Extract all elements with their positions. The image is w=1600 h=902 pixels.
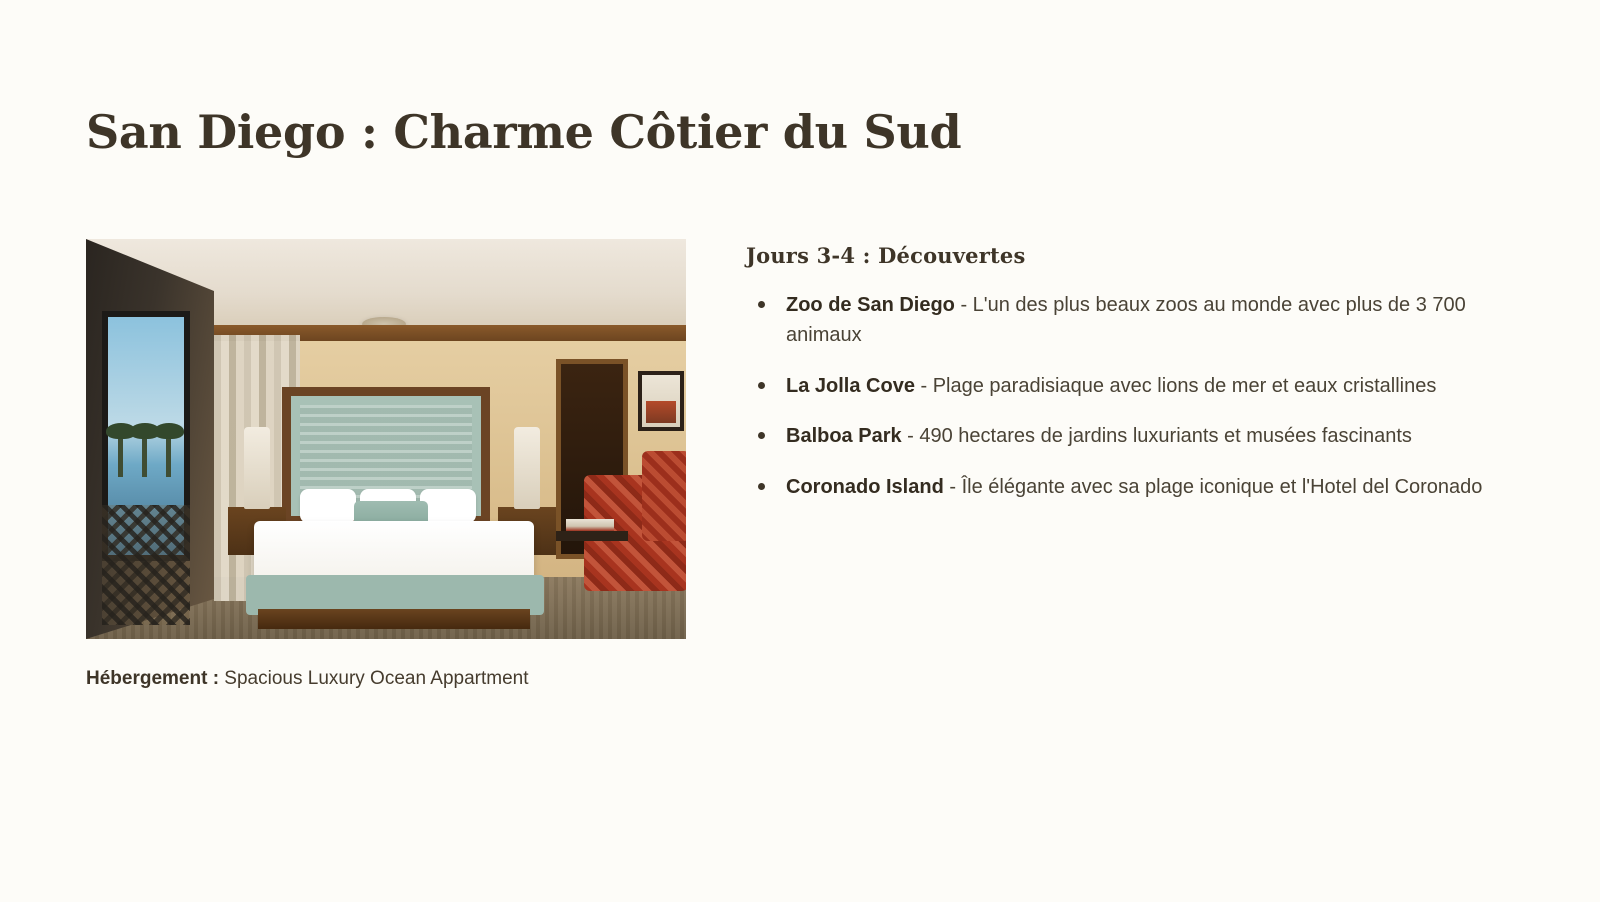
activity-description: - 490 hectares de jardins luxuriants et musées fascinants xyxy=(901,425,1412,448)
activity-name: La Jolla Cove xyxy=(786,374,915,397)
photo-palm-tree-3 xyxy=(166,433,171,477)
list-item xyxy=(746,472,1540,502)
photo-balcony-railing xyxy=(102,505,190,625)
photo-palm-tree-2 xyxy=(142,433,147,477)
list-item xyxy=(746,421,1540,451)
accommodation-caption xyxy=(86,665,686,694)
activity-description: - L'un des plus beaux zoos au monde avec plus de 3 700 animaux xyxy=(786,294,1466,347)
activity-description: - Île élégante avec sa plage iconique et l'Hotel del Coronado xyxy=(943,475,1483,498)
activity-name: Coronado Island xyxy=(786,475,944,498)
photo-sofa-back xyxy=(642,451,686,541)
page-title: San Diego : Charme Côtier du Sud xyxy=(86,105,962,159)
accommodation-label: Hébergement : xyxy=(86,668,220,689)
photo-side-table xyxy=(556,531,628,541)
photo-wall-art xyxy=(638,371,684,431)
hotel-room-photo xyxy=(86,239,686,639)
activities-section-title: Jours 3-4 : Découvertes xyxy=(746,243,1026,268)
activity-name: Zoo de San Diego xyxy=(786,294,955,316)
accommodation-value: Spacious Luxury Ocean Appartment xyxy=(219,668,529,689)
content-area xyxy=(86,239,1540,713)
photo-pillow-right xyxy=(420,489,476,523)
list-item xyxy=(746,371,1540,401)
photo-pillow-left xyxy=(300,489,356,523)
photo-bed-base xyxy=(258,609,530,629)
activity-name: Balboa Park xyxy=(786,425,902,448)
activity-description: - Plage paradisiaque avec lions de mer et eaux cristallines xyxy=(914,374,1437,397)
photo-column xyxy=(86,239,686,713)
photo-lamp-left xyxy=(244,427,270,509)
list-item xyxy=(746,290,1540,351)
photo-lamp-right xyxy=(514,427,540,509)
photo-books xyxy=(566,519,614,531)
photo-palm-tree-1 xyxy=(118,433,123,477)
activities-column xyxy=(746,239,1540,522)
activities-list xyxy=(746,290,1540,502)
